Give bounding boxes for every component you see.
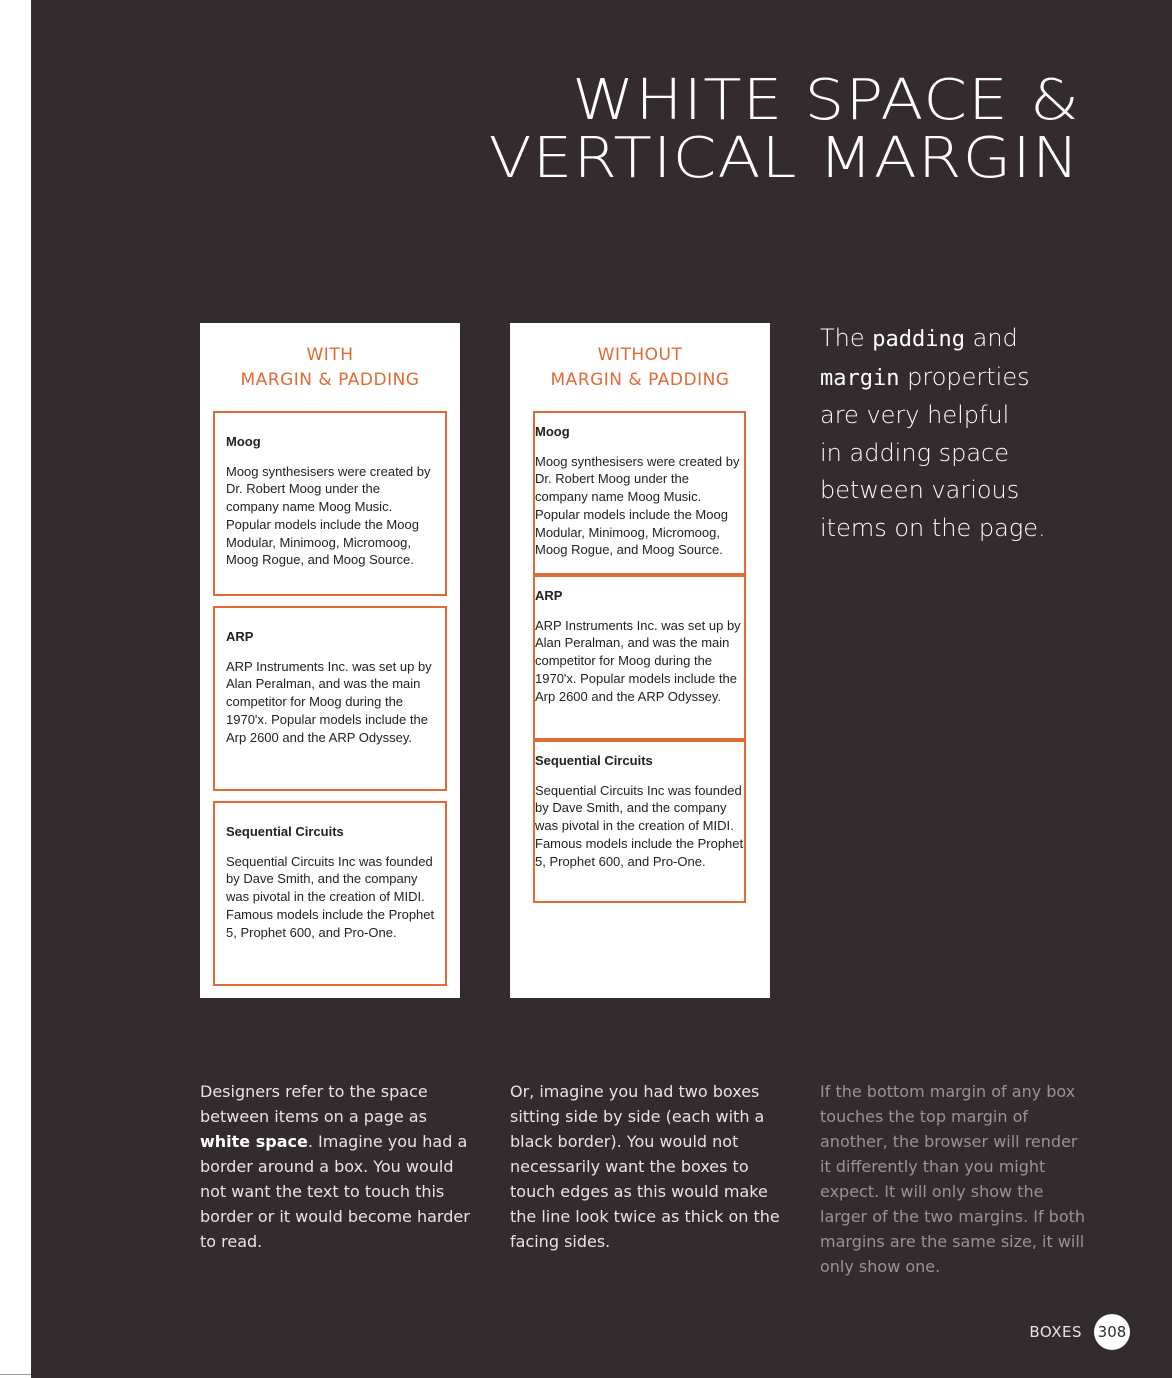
callout-line: items on the page. [820, 513, 1046, 542]
callout-line: properties [907, 362, 1030, 391]
example-box-moog [533, 411, 746, 575]
title-line-1: WHITE SPACE & [572, 68, 1080, 133]
body-text: Designers refer to the space between items on a page as [200, 1082, 428, 1126]
page-title [488, 68, 1080, 191]
box-text: ARP Instruments Inc. was set up by Alan Peralman, and was the main competitor for Moog during the 1970'x. Popular models include the Arp 2600 and the ARP Odyssey. [226, 658, 432, 745]
callout-line: in adding space [820, 438, 1009, 467]
panel-heading-line-2: MARGIN & PADDING [550, 370, 730, 390]
page-edge-line [0, 1374, 31, 1375]
box-title: ARP [226, 629, 254, 644]
panel-heading-line-1: WITHOUT [597, 345, 683, 365]
panel-heading-line-1: WITH [306, 345, 354, 365]
box-stack [213, 411, 447, 986]
box-title: ARP [535, 588, 563, 603]
body-column-1 [200, 1079, 470, 1254]
code-padding: padding [872, 327, 965, 352]
box-title: Sequential Circuits [226, 824, 344, 839]
box-stack [533, 411, 746, 903]
body-text: . Imagine you had a border around a box. You would not want the text to touch this border or it would become harder to read. [200, 1132, 470, 1251]
box-text: Moog synthesisers were created by Dr. Robert Moog under the company name Moog Music. Popular models include the Moog Modular, Minimoog, Micromoog, Moog Rogue, and Moog Source. [226, 463, 431, 568]
example-with-margin-padding [200, 323, 460, 998]
box-text: Sequential Circuits Inc was founded by Dave Smith, and the company was pivotal in the creation of MIDI. Famous models include the Prophet 5, Prophet 600, and Pro-One. [226, 853, 435, 940]
body-column-3: If the bottom margin of any box touches the top margin of another, the browser will render it differently than you might expect. It will only show the larger of the two margins. If both margins are the same size, it will only show one. [820, 1082, 1086, 1276]
box-text: ARP Instruments Inc. was set up by Alan Peralman, and was the main competitor for Moog during the 1970'x. Popular models include the Arp 2600 and the ARP Odyssey. [535, 617, 741, 704]
intro-callout [820, 320, 1046, 547]
title-line-2: VERTICAL MARGIN [488, 126, 1080, 191]
code-margin: margin [820, 365, 900, 391]
section-label: BOXES [1029, 1323, 1082, 1341]
box-title: Moog [226, 434, 261, 449]
page-number-badge: 308 [1094, 1314, 1130, 1350]
callout-word: and [972, 324, 1018, 352]
box-text: Sequential Circuits Inc was founded by Dave Smith, and the company was pivotal in the creation of MIDI. Famous models include the Prophet 5, Prophet 600, and Pro-One. [535, 782, 744, 869]
book-page [31, 0, 1172, 1378]
example-without-margin-padding [510, 323, 770, 998]
example-box-arp [213, 606, 447, 791]
example-box-moog [213, 411, 447, 596]
callout-word: The [820, 324, 865, 352]
example-box-sequential [533, 740, 746, 903]
box-title: Moog [535, 424, 570, 439]
panel-heading-line-2: MARGIN & PADDING [240, 370, 420, 390]
page-footer [1029, 1314, 1130, 1350]
example-box-arp [533, 575, 746, 740]
box-title: Sequential Circuits [535, 753, 653, 768]
body-column-2: Or, imagine you had two boxes sitting side by side (each with a black border). You would not necessarily want the boxes to touch edges as this would make the line look twice as thick on the facing sides. [510, 1082, 780, 1251]
box-text: Moog synthesisers were created by Dr. Robert Moog under the company name Moog Music. Popular models include the Moog Modular, Minimoog, Micromoog, Moog Rogue, and Moog Source. [535, 453, 740, 558]
callout-line: are very helpful [820, 401, 1010, 429]
body-bold-term: white space [200, 1132, 308, 1151]
example-box-sequential [213, 801, 447, 986]
panel-heading-without [510, 343, 770, 393]
callout-line: between various [820, 476, 1020, 504]
panel-heading-with [200, 343, 460, 393]
